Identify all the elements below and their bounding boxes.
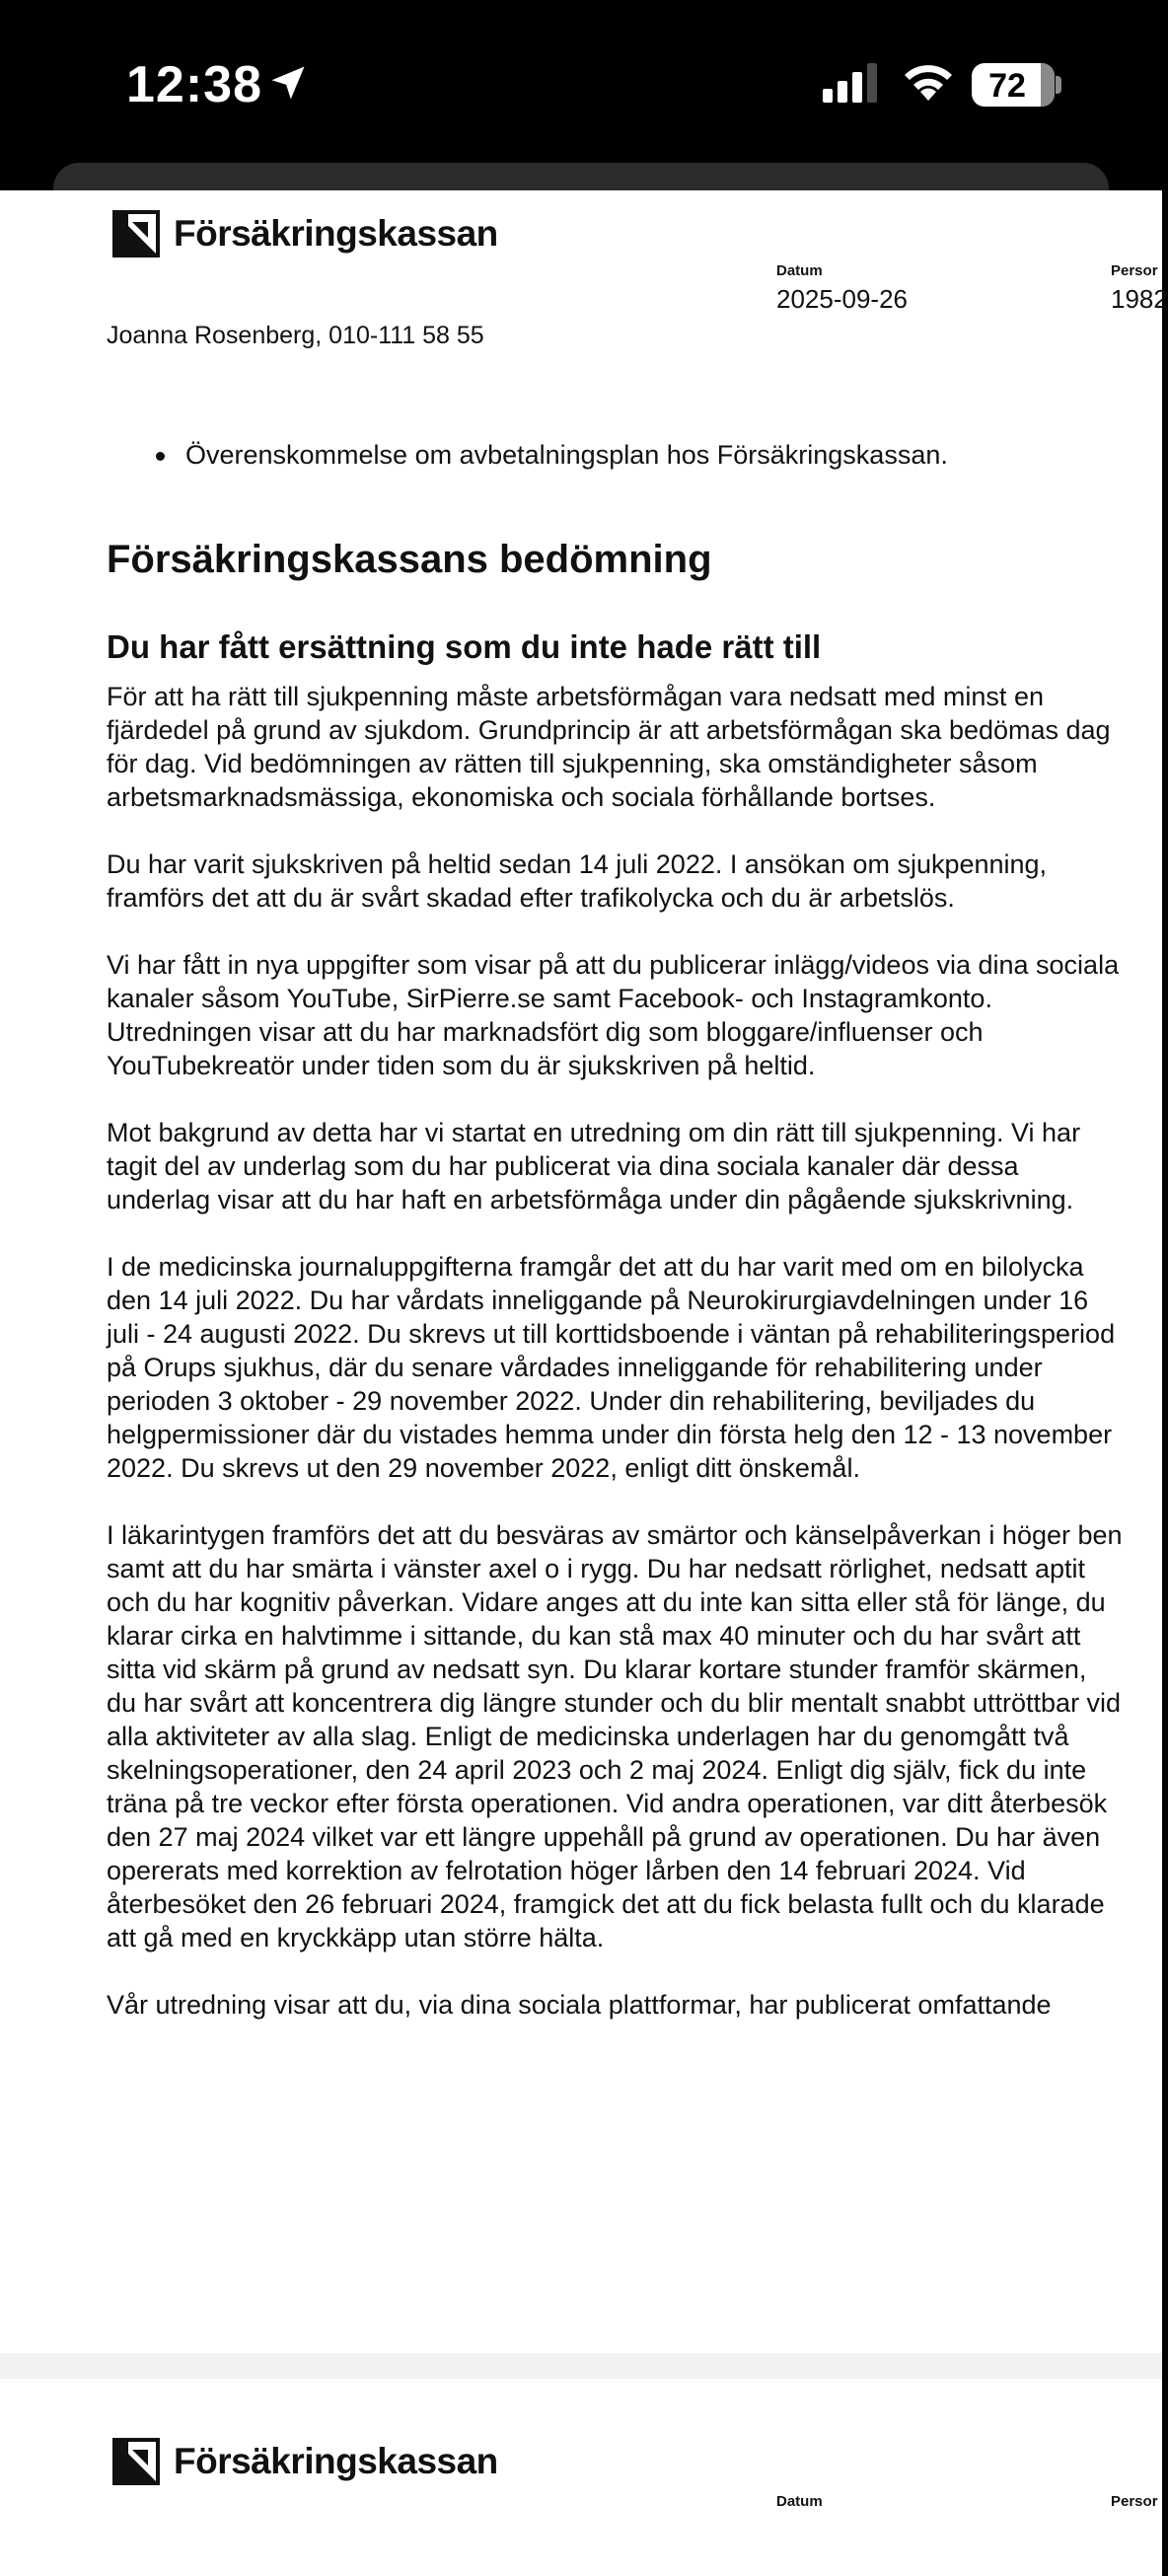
bullet-list [107,437,948,473]
status-time: 12:38 [126,56,262,113]
body-text [107,680,1123,2055]
document-page-1 [0,190,1168,2353]
contact-line: Joanna Rosenberg, 010-111 58 55 [107,322,484,349]
forsakringskassan-logo-icon [112,210,160,258]
person-value: 1982 [1111,284,1168,314]
battery-level: 72 [988,67,1026,105]
paragraph: Du har varit sjukskriven på heltid sedan 14 juli 2022. I ansökan om sjukpenning, framförs det att du är svårt skadad efter trafikolycka och du är arbetslös. [107,849,1048,913]
section-subheading: Du har fått ersättning som du inte hade rätt till [107,628,822,665]
date-label: Datum [776,262,823,279]
battery-nub [1056,76,1061,94]
paragraph: I de medicinska journaluppgifterna framgår det att du har varit med om en bilolycka den 14 juli 2022. Du har vårdats inneliggande på Neurokirurgiavdelningen under 16 juli - 24 augusti 2022. Du skrevs ut till korttidsboende i väntan på rehabiliteringsperiod på Orups sjukhus, där du senare vårdades inneliggande för rehabilitering under perioden 3 oktober - 29 november 2022. Under din rehabilitering, beviljades du helgpermissioner där du vistades hemma under din första helg den 12 - 13 november 2022. Du skrevs ut den 29 november 2022, enligt ditt önskemål. [107,1252,1116,1483]
document-viewer[interactable] [0,190,1168,2526]
forsakringskassan-logo-icon [112,2438,160,2485]
paragraph: Vi har fått in nya uppgifter som visar på att du publicerar inlägg/videos via dina sociala kanaler såsom YouTube, SirPierre.se samt Facebook- och Instagramkonto. Utredningen visar att du har marknadsfört dig som bloggare/influenser och YouTubekreatör under tiden som du är sjukskriven på heltid. [107,950,1120,1080]
section-heading: Försäkringskassans bedömning [107,538,712,581]
brand-name: Försäkringskassan [174,213,498,254]
brand-logo [112,2438,498,2485]
paragraph: För att ha rätt till sjukpenning måste arbetsförmågan vara nedsatt med minst en fjärdedel på grund av sjukdom. Grundprincip är att arbetsförmågan ska bedömas dag för dag. Vid bedömningen av rätten till sjukpenning, ska omständigheter såsom arbetsmarknadsmässiga, ekonomiska och sociala förhållande bortses. [107,682,1111,812]
battery-icon [972,63,1055,107]
status-bar [0,0,1162,168]
brand-logo [112,210,498,258]
document-page-2 [0,2379,1162,2576]
brand-name: Försäkringskassan [174,2441,498,2481]
date-label: Datum [776,2493,823,2510]
paragraph: I läkarintygen framförs det att du besväras av smärtor och känselpåverkan i höger ben samt att du har smärta i vänster axel o i rygg. Du har nedsatt rörlighet, nedsatt aptit och du har kognitiv påverkan. Vidare anges att du inte kan sitta eller stå för länge, du klarar cirka en halvtimme i sittande, du kan stå max 40 minuter och du har svårt att sitta vid skärm på grund av nedsatt syn. Du klarar kortare stunder framför skärmen, du har svårt att koncentrera dig längre stunder och du blir mentalt snabbt uttröttbar vid alla aktiviteter av alla slag. Enligt de medicinska underlagen har du genomgått två skelningsoperationer, den 24 april 2023 och 2 maj 2024. Enligt dig själv, fick du inte träna på tre veckor efter första operationen. Vid andra operationen, var ditt återbesök den 27 maj 2024 vilket var ett längre uppehåll på grund av operationen. Du har även opererats med korrektion av felrotation höger lårben den 14 februari 2024. Vid återbesöket den 26 februari 2024, framgick det att du fick belasta fullt och du klarade att gå med en kryckkäpp utan större hälta. [107,1520,1123,1952]
list-item: Överenskommelse om avbetalningsplan hos Försäkringskassan. [107,437,948,473]
person-label: Persor [1111,2493,1158,2510]
paragraph: Mot bakgrund av detta har vi startat en utredning om din rätt till sjukpenning. Vi har tagit del av underlag som du har publicerat via dina sociala kanaler där dessa underlag visar att du har haft en arbetsförmåga under din pågående sjukskrivning. [107,1118,1081,1214]
location-arrow-icon [266,61,310,105]
paragraph: Vår utredning visar att du, via dina sociala plattformar, har publicerat omfattande [107,1990,1052,2020]
cellular-signal-icon [823,63,882,103]
date-value: 2025-09-26 [776,284,908,314]
wifi-icon [901,59,956,103]
person-label: Persor [1111,262,1158,279]
